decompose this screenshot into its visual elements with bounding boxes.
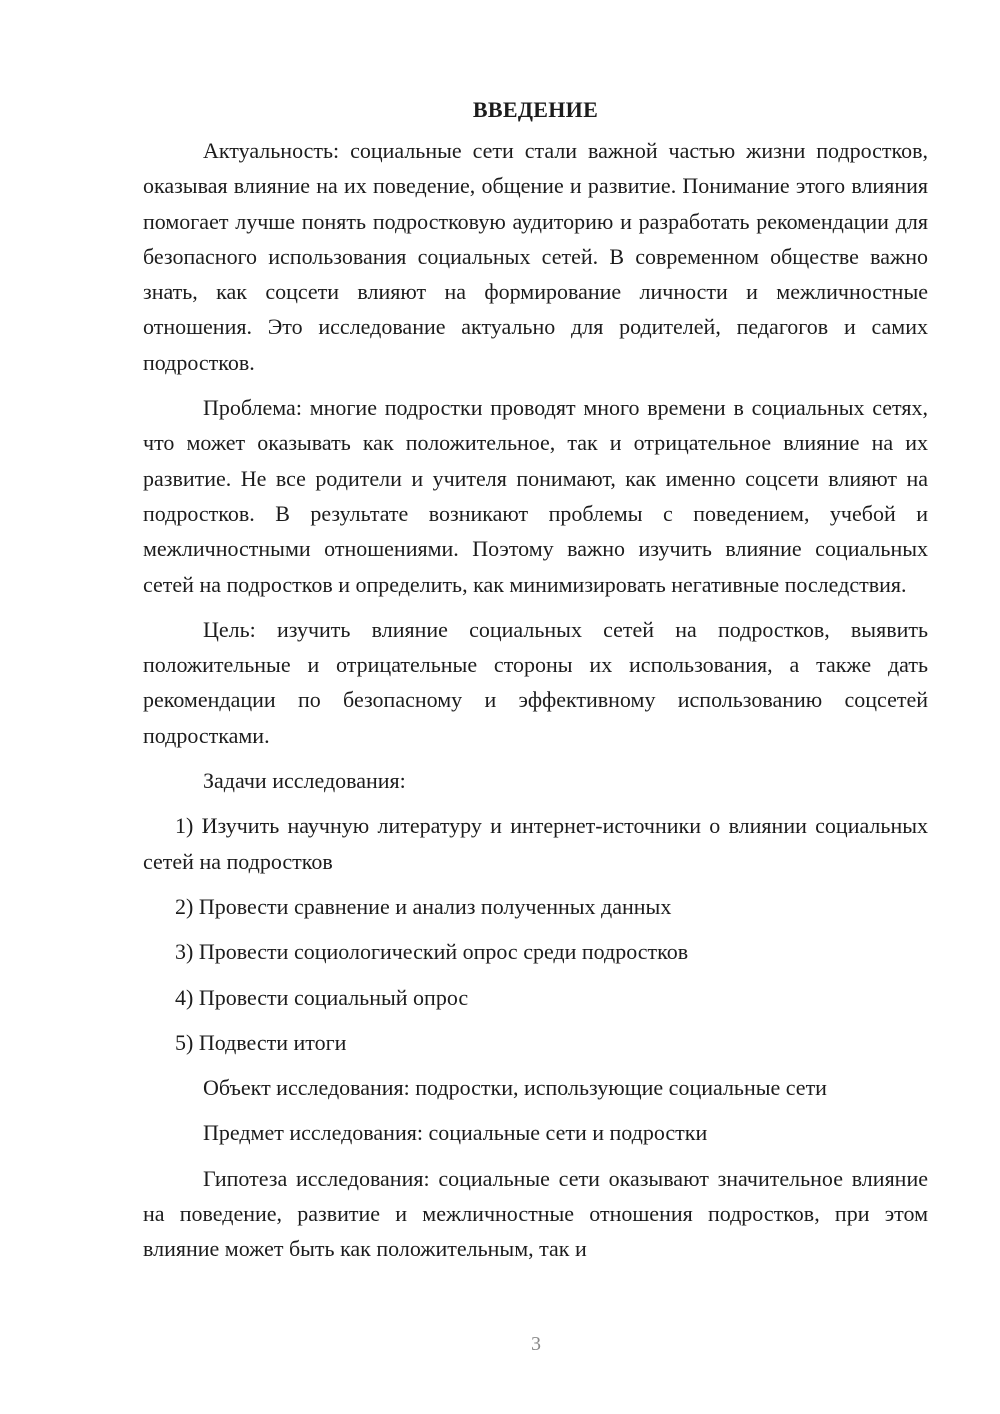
section-title: ВВЕДЕНИЕ: [472, 97, 599, 122]
document-page: [143, 92, 928, 1277]
goal-paragraph: Цель: изучить влияние социальных сетей на подростков, выявить положительные и отрицательные стороны их использования, а также дать рекомендации по безопасному и эффективному использованию соцсетей подростками.: [143, 616, 928, 748]
task-item-3: 3) Провести социологический опрос среди подростков: [175, 939, 689, 965]
problem-paragraph: Проблема: многие подростки проводят много времени в социальных сетях, что может оказывать как положительное, так и отрицательное влияние на их развитие. Не все родители и учителя понимают, как именно соцсети влияют на подростков. В результате возникают проблемы с поведением, учебой и межличностными отношениями. Поэтому важно изучить влияние социальных сетей на подростков и определить, как минимизировать негативные последствия.: [143, 395, 928, 597]
task-item-4: 4) Провести социальный опрос: [175, 984, 469, 1010]
task-item-1: 1) Изучить научную литературу и интернет-источники о влиянии социальных сетей на подростков: [143, 813, 928, 874]
tasks-heading: Задачи исследования:: [203, 768, 406, 794]
relevance-paragraph: Актуальность: социальные сети стали важной частью жизни подростков, оказывая влияние на их поведение, общение и развитие. Понимание этого влияния помогает лучше понять подростковую аудиторию и разработать рекомендации для безопасного использования социальных сетей. В современном обществе важно знать, как соцсети влияют на формирование личности и межличностные отношения. Это исследование актуально для родителей, педагогов и самих подростков.: [143, 138, 928, 375]
hypothesis-paragraph: Гипотеза исследования: социальные сети оказывают значительное влияние на поведение, развитие и межличностные отношения подростков, при этом влияние может быть как положительным, так и: [143, 1165, 928, 1262]
task-item-5: 5) Подвести итоги: [175, 1029, 347, 1055]
page-number: 3: [531, 1333, 541, 1355]
research-subject: Предмет исследования: социальные сети и подростки: [203, 1120, 708, 1146]
research-object: Объект исследования: подростки, использующие социальные сети: [203, 1075, 827, 1101]
task-item-2: 2) Провести сравнение и анализ полученных данных: [175, 893, 672, 919]
